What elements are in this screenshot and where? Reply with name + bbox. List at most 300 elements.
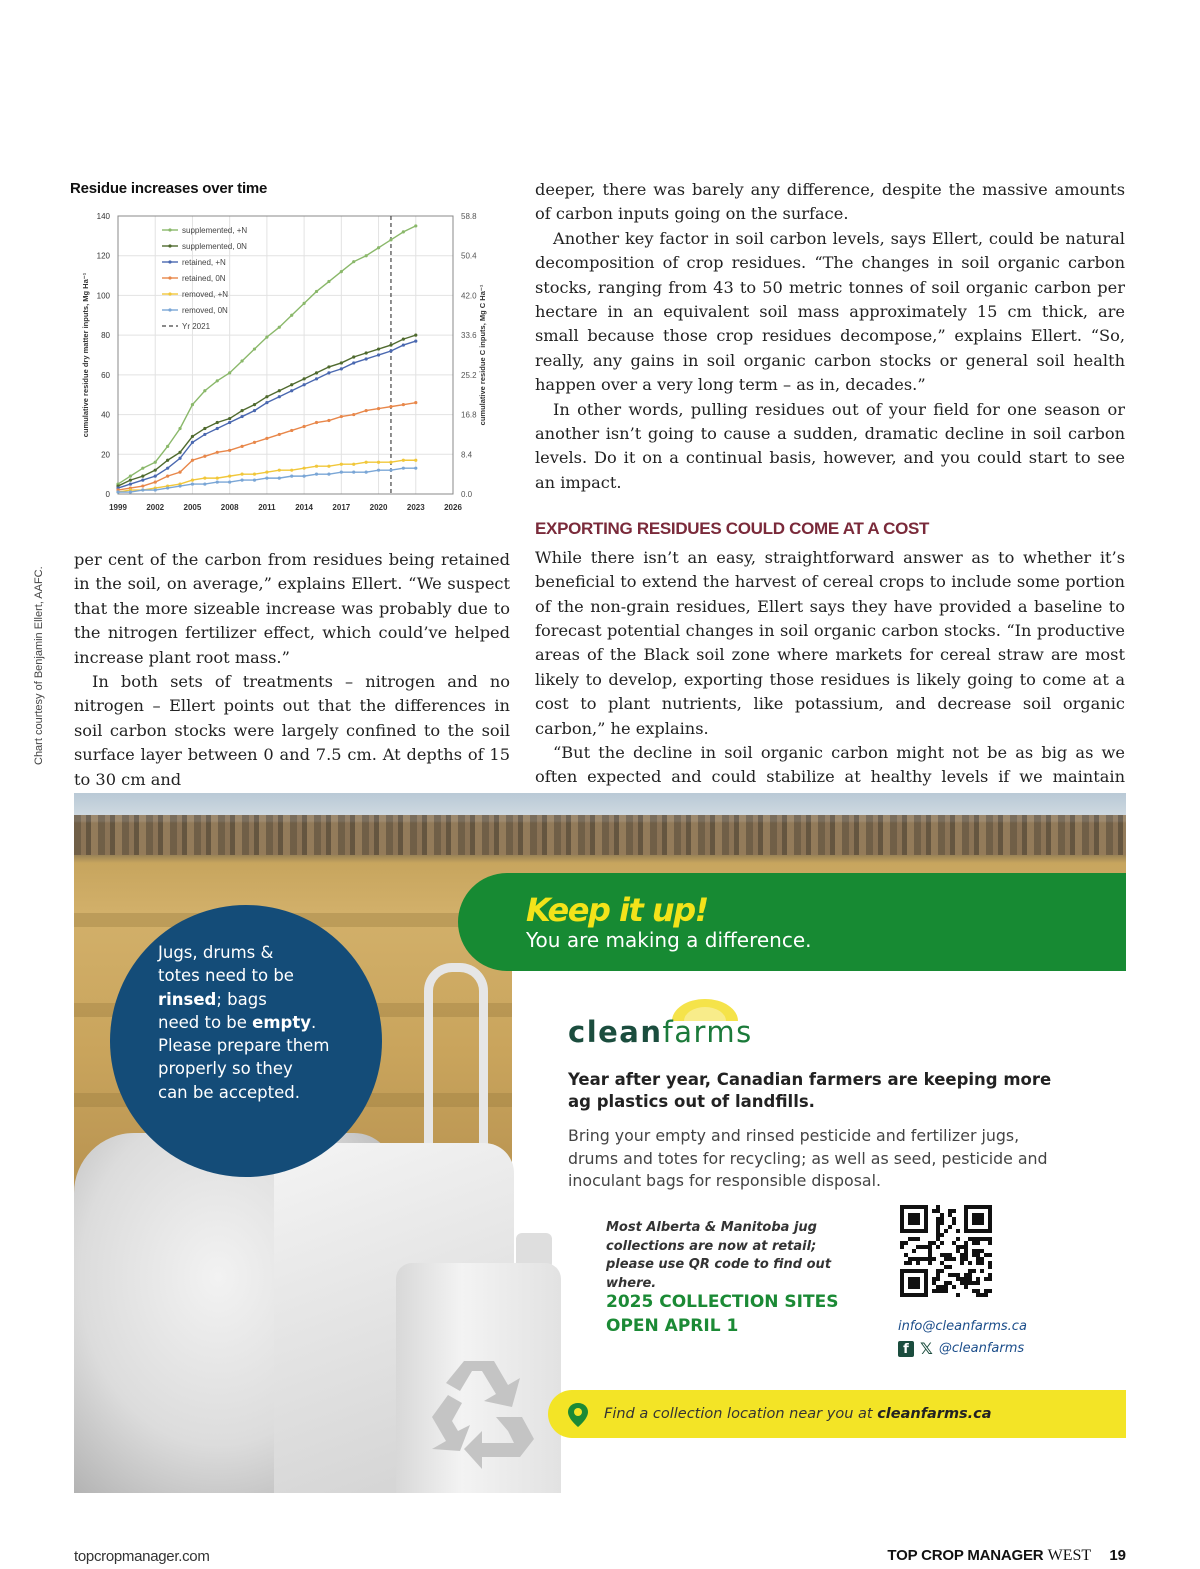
data-point	[278, 395, 281, 398]
qr-module	[980, 1237, 984, 1241]
data-point	[389, 405, 392, 408]
collection-dates: 2025 COLLECTION SITES OPEN APRIL 1	[606, 1292, 839, 1336]
qr-module	[968, 1261, 972, 1265]
data-point	[253, 347, 256, 350]
qr-module	[904, 1253, 908, 1257]
qr-module	[952, 1285, 956, 1289]
qr-module	[928, 1241, 932, 1245]
data-point	[166, 467, 169, 470]
qr-module	[936, 1245, 940, 1249]
qr-module	[912, 1249, 916, 1253]
y-tick-label: 40	[101, 410, 110, 420]
qr-module	[960, 1253, 964, 1257]
x-tick-label: 2011	[258, 503, 276, 512]
circle-line	[158, 1011, 358, 1034]
qr-module	[980, 1261, 984, 1265]
qr-module	[976, 1289, 980, 1293]
section-heading: EXPORTING RESIDUES COULD COME AT A COST	[535, 519, 930, 539]
qr-module	[988, 1277, 992, 1281]
data-point	[340, 270, 343, 273]
data-point	[154, 475, 157, 478]
qr-module	[968, 1237, 972, 1241]
data-point	[191, 441, 194, 444]
find-prefix: Find a collection location near you at	[604, 1406, 878, 1422]
data-point	[240, 479, 243, 482]
data-point	[166, 486, 169, 489]
qr-module	[924, 1245, 928, 1249]
data-point	[303, 377, 306, 380]
data-point	[402, 230, 405, 233]
banner-subtitle: You are making a difference.	[526, 928, 812, 952]
qr-module	[924, 1257, 928, 1261]
qr-module	[964, 1285, 968, 1289]
qr-module	[956, 1229, 960, 1233]
qr-module	[960, 1245, 964, 1249]
data-point	[129, 482, 132, 485]
qr-module	[956, 1273, 960, 1277]
data-point	[191, 403, 194, 406]
cleanfarms-advertisement	[74, 793, 1126, 1493]
data-point	[141, 479, 144, 482]
legend-label: supplemented, +N	[182, 226, 248, 235]
data-point	[290, 429, 293, 432]
qr-module	[936, 1269, 940, 1273]
email-link[interactable]: info@cleanfarms.ca	[898, 1319, 1027, 1334]
article-paragraph: In both sets of treatments – nitrogen and no nitrogen – Ellert points out that the differences in soil carbon stocks were largely confined to the soil surface layer between 0 and 7.5 cm. At depths of 15 to 30 cm and	[74, 672, 510, 789]
x-tick-label: 1999	[109, 503, 127, 512]
qr-module	[976, 1281, 980, 1285]
qr-module	[972, 1289, 976, 1293]
qr-module	[944, 1253, 948, 1257]
qr-module	[932, 1281, 936, 1285]
qr-module	[948, 1281, 952, 1285]
qr-module	[972, 1281, 976, 1285]
qr-module	[936, 1229, 940, 1233]
qr-module	[956, 1293, 960, 1297]
data-point	[228, 475, 231, 478]
qr-module	[944, 1229, 948, 1233]
data-point	[365, 409, 368, 412]
qr-module	[944, 1265, 948, 1269]
qr-module	[936, 1205, 940, 1209]
legend-marker	[168, 276, 171, 279]
location-pin-icon	[566, 1402, 590, 1428]
data-point	[327, 465, 330, 468]
circle-text-part: .	[311, 1012, 317, 1032]
qr-module	[944, 1257, 948, 1261]
data-point	[191, 435, 194, 438]
qr-module	[972, 1253, 976, 1257]
legend-label: supplemented, 0N	[182, 242, 247, 251]
qr-module	[988, 1265, 992, 1269]
data-point	[290, 383, 293, 386]
data-point	[389, 349, 392, 352]
data-point	[253, 473, 256, 476]
data-point	[377, 353, 380, 356]
data-point	[414, 224, 417, 227]
x-tick-label: 2026	[444, 503, 462, 512]
x-tick-label: 2014	[295, 503, 314, 512]
data-point	[141, 484, 144, 487]
qr-module	[972, 1237, 976, 1241]
data-point	[216, 477, 219, 480]
data-point	[377, 461, 380, 464]
line-chart	[70, 204, 490, 524]
ad-headline: Year after year, Canadian farmers are keeping more ag plastics out of landfills.	[568, 1070, 1052, 1111]
qr-module	[932, 1289, 936, 1293]
qr-module	[928, 1257, 932, 1261]
data-point	[265, 471, 268, 474]
data-point	[389, 238, 392, 241]
data-point	[253, 441, 256, 444]
data-point	[278, 469, 281, 472]
data-point	[414, 459, 417, 462]
data-point	[253, 409, 256, 412]
data-point	[402, 403, 405, 406]
qr-module	[964, 1241, 968, 1245]
y-tick-label: 0	[105, 490, 110, 499]
data-point	[340, 361, 343, 364]
qr-module	[988, 1261, 992, 1265]
data-point	[178, 484, 181, 487]
qr-module	[968, 1269, 972, 1273]
qr-module	[936, 1237, 940, 1241]
y2-tick-label: 42.0	[461, 291, 477, 301]
article-paragraph: In other words, pulling residues out of your field for one season or another isn’t going to cause a sudden, dramatic decline in soil carbon levels. Do it on a continual basis, however, and you could start to see an impact.	[535, 399, 1125, 492]
qr-module	[988, 1273, 992, 1277]
qr-module	[960, 1281, 964, 1285]
data-point	[166, 459, 169, 462]
qr-module	[968, 1281, 972, 1285]
qr-module	[948, 1253, 952, 1257]
qr-module	[988, 1237, 992, 1241]
circle-line: Jugs, drums &	[158, 943, 274, 962]
qr-module	[940, 1217, 944, 1221]
data-point	[228, 371, 231, 374]
data-point	[278, 326, 281, 329]
circle-text-part: need to be	[158, 1012, 253, 1032]
data-point	[315, 421, 318, 424]
data-point	[253, 479, 256, 482]
data-point	[414, 340, 417, 343]
qr-module	[916, 1237, 920, 1241]
circle-line: properly so they	[158, 1059, 293, 1079]
data-point	[240, 473, 243, 476]
y-tick-label: 60	[101, 370, 110, 380]
qr-module	[976, 1237, 980, 1241]
qr-module	[964, 1273, 968, 1277]
article-paragraph: per cent of the carbon from residues being retained in the soil, on average,” explains Ellert. “We suspect that the more sizeable increase was probably due to the nitrogen fertilizer effect, which could’ve helped increase plant root mass.”	[74, 550, 510, 667]
y2-tick-label: 16.8	[461, 410, 477, 420]
data-point	[116, 490, 119, 493]
qr-module	[940, 1253, 944, 1257]
data-point	[315, 473, 318, 476]
qr-module	[956, 1249, 960, 1253]
data-point	[365, 461, 368, 464]
data-point	[352, 463, 355, 466]
qr-module	[936, 1221, 940, 1225]
y2-tick-label: 0.0	[461, 490, 473, 499]
qr-module	[908, 1237, 912, 1241]
data-point	[303, 383, 306, 386]
legend-label: removed, 0N	[182, 306, 228, 315]
social-links	[898, 1339, 1024, 1358]
y-tick-label: 80	[101, 331, 110, 341]
logo-part: farms	[662, 1015, 753, 1049]
qr-module	[976, 1261, 980, 1265]
article-paragraph: deeper, there was barely any difference, despite the massive amounts of carbon inputs going on the surface.	[535, 180, 1125, 224]
data-point	[265, 401, 268, 404]
circle-line: can be accepted.	[158, 1082, 300, 1102]
data-point	[352, 361, 355, 364]
data-point	[265, 477, 268, 480]
data-point	[178, 427, 181, 430]
data-point	[240, 415, 243, 418]
magazine-name: TOP CROP MANAGER	[887, 1547, 1044, 1564]
qr-module	[964, 1253, 968, 1257]
qr-module	[900, 1245, 904, 1249]
data-point	[327, 371, 330, 374]
data-point	[303, 425, 306, 428]
y2-tick-label: 8.4	[461, 450, 473, 460]
data-point	[290, 314, 293, 317]
qr-module	[936, 1209, 940, 1213]
data-point	[290, 469, 293, 472]
data-point	[414, 401, 417, 404]
x-icon[interactable]: 𝕏	[920, 1339, 933, 1358]
bag-handle-image	[424, 963, 488, 1162]
qr-module	[920, 1257, 924, 1261]
data-point	[340, 367, 343, 370]
qr-module	[900, 1241, 904, 1245]
data-point	[327, 473, 330, 476]
data-point	[240, 359, 243, 362]
qr-module	[952, 1217, 956, 1221]
data-point	[327, 365, 330, 368]
qr-module	[960, 1277, 964, 1281]
qr-module	[984, 1293, 988, 1297]
legend-label: Yr 2021	[182, 322, 211, 331]
qr-finder	[908, 1277, 920, 1289]
qr-module	[940, 1269, 944, 1273]
x-tick-label: 2008	[220, 503, 239, 512]
data-point	[389, 343, 392, 346]
data-point	[141, 475, 144, 478]
legend-label: retained, +N	[182, 258, 226, 267]
qr-module	[916, 1245, 920, 1249]
data-point	[352, 260, 355, 263]
data-point	[154, 469, 157, 472]
circle-line: Please prepare them	[158, 1036, 330, 1056]
qr-module	[928, 1261, 932, 1265]
data-point	[141, 467, 144, 470]
qr-module	[976, 1277, 980, 1281]
data-point	[303, 475, 306, 478]
qr-module	[952, 1241, 956, 1245]
data-point	[414, 467, 417, 470]
qr-module	[932, 1277, 936, 1281]
qr-module	[928, 1245, 932, 1249]
data-point	[141, 488, 144, 491]
qr-module	[972, 1269, 976, 1273]
data-point	[191, 459, 194, 462]
chart-title: Residue increases over time	[70, 180, 268, 197]
data-point	[290, 475, 293, 478]
data-point	[216, 480, 219, 483]
data-point	[191, 479, 194, 482]
qr-module	[984, 1277, 988, 1281]
qr-module	[988, 1241, 992, 1245]
qr-module	[944, 1285, 948, 1289]
x-tick-label: 2023	[406, 503, 425, 512]
qr-module	[948, 1209, 952, 1213]
qr-module	[948, 1225, 952, 1229]
chart-credit: Chart courtesy of Benjamin Ellert, AAFC.	[33, 566, 45, 765]
data-point	[340, 415, 343, 418]
data-point	[402, 467, 405, 470]
qr-module	[908, 1257, 912, 1261]
legend-marker	[168, 292, 171, 295]
data-point	[315, 371, 318, 374]
qr-module	[988, 1289, 992, 1293]
y2-tick-label: 33.6	[461, 331, 477, 341]
qr-module	[936, 1217, 940, 1221]
data-point	[191, 482, 194, 485]
y2-tick-label: 25.2	[461, 370, 477, 380]
legend-marker	[168, 228, 171, 231]
qr-module	[964, 1277, 968, 1281]
data-point	[203, 477, 206, 480]
qr-finder	[972, 1213, 984, 1225]
qr-module	[912, 1237, 916, 1241]
circle-emphasis: empty	[252, 1012, 312, 1032]
qr-module	[968, 1277, 972, 1281]
qr-module	[936, 1225, 940, 1229]
data-point	[414, 334, 417, 337]
qr-module	[976, 1253, 980, 1257]
data-point	[402, 338, 405, 341]
qr-module	[988, 1253, 992, 1257]
circle-text	[158, 941, 358, 1104]
data-point	[265, 395, 268, 398]
qr-module	[980, 1269, 984, 1273]
qr-module	[976, 1257, 980, 1261]
data-point	[340, 463, 343, 466]
data-point	[228, 449, 231, 452]
qr-module	[952, 1257, 956, 1261]
legend-marker	[168, 260, 171, 263]
qr-module	[904, 1261, 908, 1265]
qr-module	[956, 1237, 960, 1241]
qr-module	[980, 1293, 984, 1297]
data-point	[290, 389, 293, 392]
y-tick-label: 100	[96, 291, 110, 301]
data-point	[389, 469, 392, 472]
data-point	[327, 419, 330, 422]
data-point	[365, 351, 368, 354]
x-tick-label: 2002	[146, 503, 165, 512]
data-point	[216, 379, 219, 382]
data-point	[129, 490, 132, 493]
qr-module	[912, 1257, 916, 1261]
qr-module	[976, 1293, 980, 1297]
qr-module	[940, 1241, 944, 1245]
find-site-link[interactable]: cleanfarms.ca	[877, 1406, 992, 1422]
data-point	[402, 459, 405, 462]
cleanfarms-logo	[568, 1015, 753, 1049]
qr-module	[932, 1241, 936, 1245]
data-point	[278, 389, 281, 392]
data-point	[203, 389, 206, 392]
qr-module	[940, 1289, 944, 1293]
qr-module	[960, 1261, 964, 1265]
data-point	[402, 343, 405, 346]
ad-note: Most Alberta & Manitoba jug collections are now at retail; please use QR code to find out where.	[606, 1220, 832, 1291]
data-point	[216, 451, 219, 454]
x-tick-label: 2020	[369, 503, 388, 512]
qr-module	[980, 1249, 984, 1253]
qr-module	[936, 1285, 940, 1289]
data-point	[352, 355, 355, 358]
data-point	[203, 433, 206, 436]
qr-module	[948, 1257, 952, 1261]
data-point	[365, 254, 368, 257]
qr-module	[956, 1277, 960, 1281]
legend-marker	[168, 308, 171, 311]
qr-module	[920, 1245, 924, 1249]
qr-module	[940, 1213, 944, 1217]
qr-module	[984, 1237, 988, 1241]
data-point	[166, 445, 169, 448]
qr-finder	[908, 1213, 920, 1225]
data-point	[216, 421, 219, 424]
x-tick-label: 2005	[183, 503, 202, 512]
recycle-icon	[412, 1353, 546, 1473]
data-point	[278, 433, 281, 436]
data-point	[315, 465, 318, 468]
qr-module	[952, 1273, 956, 1277]
qr-module	[932, 1257, 936, 1261]
ad-body: Bring your empty and rinsed pesticide and fertilizer jugs, drums and totes for recycling; as well as seed, pesticide and inoculant bags for responsible disposal.	[568, 1126, 1048, 1191]
qr-module	[932, 1209, 936, 1213]
qr-module	[948, 1213, 952, 1217]
qr-module	[964, 1249, 968, 1253]
facebook-icon[interactable]: f	[898, 1341, 914, 1357]
qr-code-icon[interactable]	[900, 1205, 992, 1297]
banner-title: Keep it up!	[526, 891, 708, 929]
data-point	[166, 475, 169, 478]
data-point	[365, 471, 368, 474]
qr-module	[980, 1257, 984, 1261]
qr-module	[916, 1257, 920, 1261]
data-point	[389, 461, 392, 464]
qr-module	[976, 1241, 980, 1245]
qr-module	[928, 1253, 932, 1257]
data-point	[178, 457, 181, 460]
social-handle[interactable]: @cleanfarms	[938, 1341, 1025, 1356]
data-point	[377, 469, 380, 472]
qr-module	[940, 1285, 944, 1289]
data-point	[178, 451, 181, 454]
y-tick-label: 20	[101, 450, 110, 460]
y2-tick-label: 58.8	[461, 212, 477, 221]
x-tick-label: 2017	[332, 503, 351, 512]
find-location-text	[604, 1406, 992, 1422]
legend-label: retained, 0N	[182, 274, 226, 283]
data-point	[154, 480, 157, 483]
article-paragraph-text: “But the decline in soil organic carbon might not be as big as we often expected and could stabilize at healthy levels if we maintain	[535, 742, 1125, 787]
data-point	[340, 471, 343, 474]
